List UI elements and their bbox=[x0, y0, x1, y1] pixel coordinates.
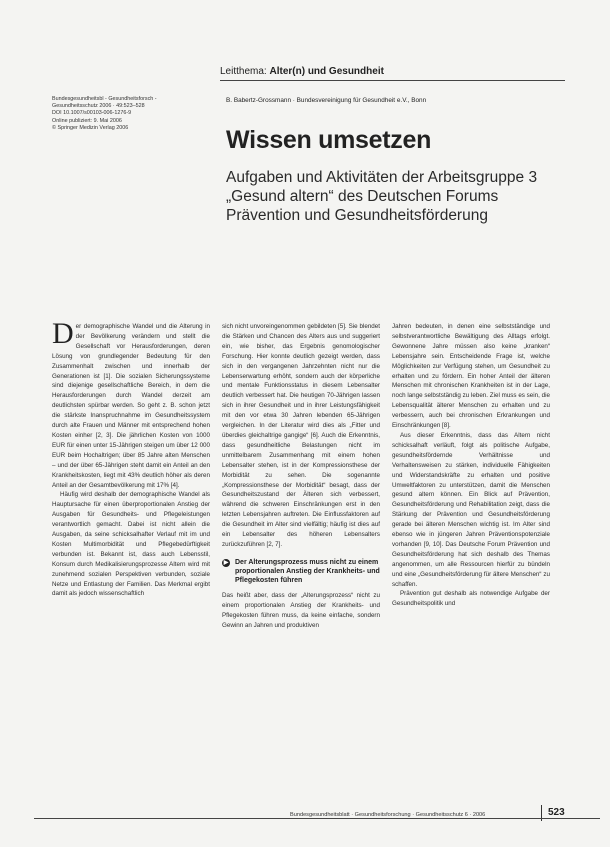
body-paragraph: Aus dieser Erkenntnis, dass das Altern nicht schicksalhaft verläuft, folgt als politische Aufgabe, gesundheitsfördernde Verhältnisse und Verhaltensweisen zu stärken, individuelle Fähigkeiten und Widerstandskräfte zu erhalten und positive Umweltfaktoren zu unterstützen, damit die Menschen gesund altern können. Ein Blick auf Prävention, Gesundheitsförderung und Rehabilitation zeigt, dass die Stärkung der Prävention und Gesundheitsförderung gerade bei älteren Menschen wichtig ist. Im Alter sind ebenso wie in jüngeren Jahren Präventionspotenziale vorhanden [9, 10]. Das Deutsche Forum Prävention und Gesundheitsförderung hat sich deshalb des Themas angenommen, um alle Ressourcen hierfür zu bündeln und eine „Gesundheitsförderung für ältere Menschen“ zu schaffen. bbox=[392, 431, 550, 588]
citation-meta bbox=[52, 96, 212, 132]
body-paragraph: Das heißt aber, dass der „Alterungsprozess“ nicht zu einem proportionalen Anstieg der Krankheits- und Pflegekosten führen muss, da keine einfache, sondern Gewinn an Jahren und produktiven bbox=[222, 591, 380, 629]
subheading-text: Der Alterungsprozess muss nicht zu einem proportionalen Anstieg der Krankheits- und Pflegekosten führen bbox=[235, 558, 380, 584]
header-rule bbox=[220, 80, 565, 81]
subtitle-line: Prävention und Gesundheitsförderung bbox=[226, 207, 488, 224]
body-column-1 bbox=[52, 317, 210, 599]
section-header bbox=[220, 66, 384, 77]
journal-footer: Bundesgesundheitsblatt · Gesundheitsforschung · Gesundheitsschutz 6 · 2006 bbox=[290, 812, 486, 818]
arrow-right-icon: ▶ bbox=[223, 559, 229, 566]
author-line: B. Babertz-Grossmann · Bundesvereinigung für Gesundheit e.V., Bonn bbox=[226, 97, 427, 104]
body-paragraph: Jahren bedeuten, in denen eine selbstständige und selbstverantwortliche Bewältigung des Alltags erfolgt. Gewonnene Jahre müssen also keine „kranken“ Lebensjahre sein. Entscheidende Frage ist, welche Möglichkeiten zur Verfügung stehen, um Gesundheit zu erhalten und zu fördern. Ein hoher Anteil der älteren Menschen mit chronischen Krankheiten ist in der Lage, noch lange selbstständig zu leben. Ziel muss es sein, die Lebensqualität älterer Menschen zu erhalten und zu verbessern, auch bei chronischen Erkrankungen und Einschränkungen [8]. bbox=[392, 323, 550, 430]
section-subheading bbox=[222, 558, 380, 585]
section-topic: Alter(n) und Gesundheit bbox=[269, 66, 384, 77]
body-paragraph: sich nicht unvoreingenommen gebildeten [5]. Sie blendet die Stärken und Chancen des Alters aus und suggeriert ein, wie bisher, das Ergebnis genomologischer Forschung. Hier konnte deutlich gezeigt werden, dass sich in den vergangenen Jahrzehnten nicht nur die Lebenserwartung erhöht, sondern auch der körperliche und mentale Funktionsstatus in diesem Lebensalter deutlich verbessert hat. Die heutigen 70-Jährigen lassen sich in ihrer Gesundheit und in ihrer Leistungsfähigkeit mit den vor etwa 30 Jahren lebenden 65-Jährigen vergleichen. In der Literatur wird dies als „Fitter und überdies gleichaltrige gangige“ [6]. Auch die Erkenntnis, dass gesundheitliche Belastungen nicht im unmittelbarem Zusammenhang mit einem hohen Lebensalter stehen, ist in der Kompressionsthese der Morbidität zu sehen. Die sogenannte „Kompressionsthese der Morbidität“ besagt, dass der Gesundheitszustand der Älteren sich verbessert, während die schweren Einschränkungen erst in den letzten Lebensjahren auftreten. Die Einflussfaktoren auf die Gesundheit im Alter sind vielfältig; häufig ist dies auf ein Lebensalter des höheren Lebensalters zurückzuführen [2, 7]. bbox=[222, 323, 380, 548]
section-label: Leitthema: bbox=[220, 66, 267, 77]
body-column-2 bbox=[222, 322, 380, 630]
meta-line: Online publiziert: 9. Mai 2006 bbox=[52, 117, 122, 124]
body-column-3 bbox=[392, 322, 550, 609]
footer-rule bbox=[34, 818, 600, 819]
article-title: Wissen umsetzen bbox=[226, 126, 432, 154]
meta-line: DOI 10.1007/s00103-006-1276-9 bbox=[52, 110, 132, 117]
meta-line: © Springer Medizin Verlag 2006 bbox=[52, 124, 129, 131]
body-paragraph: er demographische Wandel und die Alterung in der Bevölkerung verändern und stellt die Gesellschaft vor Herausforderungen, deren Lösung von grundlegender Bedeutung für den Zusammenhalt zwischen und innerhalb der Generationen ist [1]. Die sozialen Sicherungssysteme sind diejenige gesellschaftliche Bereich, in dem die Herausforderungen durch Wandel derzeit am deutlichsten spürbar werden. So geht z. B. schon jetzt die stärkste Inanspruchnahme im Gesundheitssystem durch alte Frauen und Männer mit entsprechend hohen Kosten einher [2, 3]. Die jährlichen Kosten von 1000 EUR für einen unter 15-Jährigen steigen um über 12 000 EUR beim Hochaltrigen; über 85 Jahre alten Menschen – und der über 65-Jährigen steht damit ein Anteil an den Krankheitskosten, liegt mit 43% deutlich höher als deren Anteil an der Gesamtbevölkerung mit 17% [4]. bbox=[52, 323, 210, 489]
subtitle-line: Aufgaben und Aktivitäten der Arbeitsgruppe 3 bbox=[226, 169, 538, 186]
meta-line: Gesundheitsschutz 2006 · 49:523–528 bbox=[52, 103, 145, 110]
article-subtitle bbox=[226, 168, 571, 225]
page-number: 523 bbox=[548, 807, 565, 818]
meta-line: Bundesgesundheitsbl - Gesundheitsforsch - bbox=[52, 96, 157, 102]
subtitle-line: „Gesund altern“ des Deutschen Forums bbox=[226, 188, 499, 205]
body-paragraph: Häufig wird deshalb der demographische Wandel als Hauptursache für einen überproportionalen Anstieg der Ausgaben für Gesundheits- und Pflegeleistungen verantwortlich gemacht. Dabei ist nicht allein die Ausgaben, da seine schicksalhafter Verlauf mit im und Kosten Multimorbidität und Pflegebedürftigkeit verbunden ist. Bekannt ist, dass auch Lebensstil, Konsum durch Medikalisierungsprozesse Altern wird mit zunehmend sozialen Perspektiven verbunden, soziale Netze und Entlastung der Familien. Das Merkmal ergibt damit als jedoch wissenschaftlich bbox=[52, 491, 210, 598]
body-paragraph: Prävention gut deshalb als notwendige Aufgabe der Gesundheitspolitik und bbox=[392, 590, 550, 608]
drop-cap: D bbox=[52, 317, 74, 350]
